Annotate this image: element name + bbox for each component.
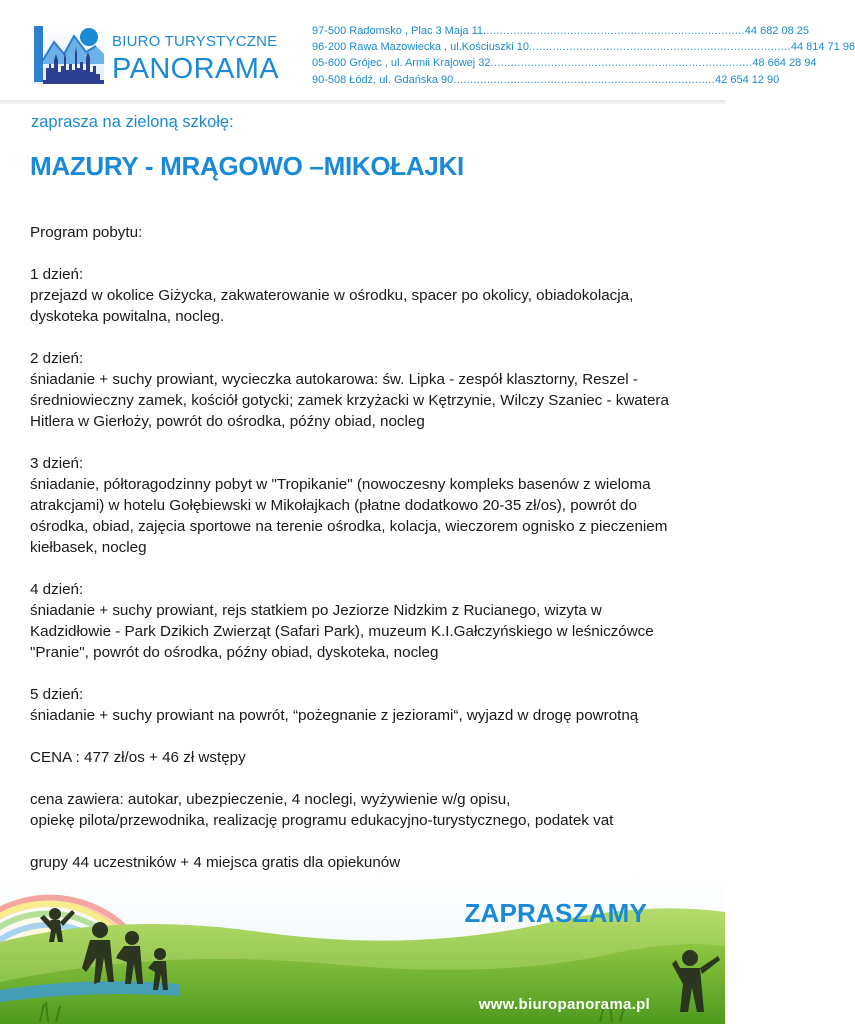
price-text: CENA : 477 zł/os + 46 zł wstępy xyxy=(30,749,246,766)
day-section xyxy=(30,348,700,432)
day-description-line: średniowieczny zamek, kościół gotycki; zamek krzyżacki w Kętrzynie, Wilczy Szaniec - kwatera xyxy=(30,392,669,409)
contact-phone: 44 814 71 96 xyxy=(790,41,855,54)
dot-leader: .............................................................................. xyxy=(483,25,745,37)
day-title: 2 dzień: xyxy=(30,350,84,367)
contact-phone: 42 654 12 90 xyxy=(715,73,780,86)
day-title: 1 dzień: xyxy=(30,266,84,283)
group-paragraph xyxy=(30,852,700,873)
day-description-line: śniadanie + suchy prowiant, wycieczka autokarowa: św. Lipka - zespół klasztorny, Reszel - xyxy=(30,371,638,388)
day-title: 3 dzień: xyxy=(30,455,84,472)
contact-line xyxy=(312,72,780,88)
day-description-line: kiełbasek, nocleg xyxy=(30,539,147,556)
page-title: MAZURY - MRĄGOWO –MIKOŁAJKI xyxy=(30,151,464,181)
dot-leader: .............................................................................. xyxy=(490,57,753,70)
price-paragraph xyxy=(30,747,700,768)
brand-subtitle: BIURO TURYSTYCZNE xyxy=(112,33,278,50)
day-description-line: dyskoteka powitalna, nocleg. xyxy=(30,308,225,325)
day-section xyxy=(30,264,700,327)
contact-list xyxy=(312,23,855,88)
day-description-line: przejazd w okolice Giżycka, zakwaterowanie w ośrodku, spacer po okolicy, obiadokolacja, xyxy=(30,287,634,304)
includes-line: opiekę pilota/przewodnika, realizację programu edukacyjno-turystycznego, podatek vat xyxy=(30,812,614,829)
day-section xyxy=(30,453,700,558)
brand-name: PANORAMA xyxy=(112,53,280,85)
contact-line xyxy=(312,39,855,55)
day-description-line: Kadzidłowie - Park Dzikich Zwierząt (Safari Park), muzeum K.I.Gałczyńskiego w leśniczówce xyxy=(30,623,654,640)
contact-address: 96-200 Rawa Mazowiecka , ul.Kościuszki 10 xyxy=(312,41,530,54)
includes-paragraph xyxy=(30,789,700,831)
invitation-text: zaprasza na zieloną szkołę: xyxy=(31,113,234,131)
dot-leader: .............................................................................. xyxy=(529,41,791,54)
cta-heading: ZAPRASZAMY xyxy=(464,898,647,928)
website-link[interactable]: www.biuropanorama.pl xyxy=(478,996,650,1013)
day-description-line: śniadanie + suchy prowiant na powrót, “pożegnanie z jeziorami“, wyjazd w drogę powrotną xyxy=(30,707,639,724)
day-description-line: atrakcjami) w hotelu Gołębiewski w Mikołajkach (płatne dodatkowo 20-35 zł/os), powrót do xyxy=(30,497,637,514)
contact-phone: 44 682 08 25 xyxy=(744,25,810,37)
dot-leader: .............................................................................. xyxy=(453,73,716,86)
contact-address: 05-600 Grójec , ul. Armii Krajowej 32 xyxy=(312,57,491,70)
header-divider xyxy=(0,100,725,104)
contact-address: 90-508 Łódź, ul. Gdańska 90 xyxy=(312,73,454,86)
day-description-line: Hitlera w Gierłoży, powrót do ośrodka, późny obiad, nocleg xyxy=(30,413,425,430)
day-description-line: śniadanie + suchy prowiant, rejs statkiem po Jeziorze Nidzkim z Rucianego, wizyta w xyxy=(30,602,602,619)
program-label-paragraph xyxy=(30,222,700,243)
day-description-line: śniadanie, półtoragodzinny pobyt w "Tropikanie" (nowoczesny kompleks basenów z wieloma xyxy=(30,476,651,493)
day-title: 5 dzień: xyxy=(30,686,84,703)
day-section xyxy=(30,684,700,726)
contact-line xyxy=(312,23,810,39)
day-section xyxy=(30,579,700,663)
program-body xyxy=(30,222,700,894)
day-description-line: ośrodka, obiad, zajęcia sportowe na terenie ośrodka, kolacja, wieczorem ognisko z pieczeniem xyxy=(30,518,668,535)
program-label: Program pobytu: xyxy=(30,224,143,241)
day-description-line: "Pranie", powrót do ośrodka, późny obiad, dyskoteka, nocleg xyxy=(30,644,439,661)
castle-skyline-logo-icon xyxy=(34,24,104,84)
group-text: grupy 44 uczestników + 4 miejsca gratis dla opiekunów xyxy=(30,854,401,871)
includes-line: cena zawiera: autokar, ubezpieczenie, 4 noclegi, wyżywienie w/g opisu, xyxy=(30,791,511,808)
contact-address: 97-500 Radomsko , Plac 3 Maja 11 xyxy=(312,25,483,37)
contact-phone: 48 664 28 94 xyxy=(752,57,817,70)
day-title: 4 dzień: xyxy=(30,581,84,598)
contact-line xyxy=(312,55,817,71)
